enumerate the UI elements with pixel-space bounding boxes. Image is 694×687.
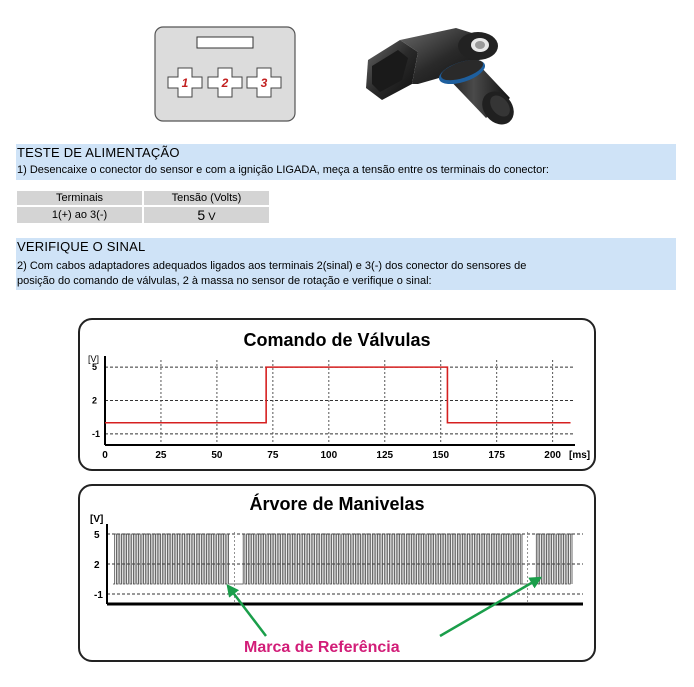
reference-mark-label: Marca de Referência [244,639,400,656]
x-tick-label: 50 [211,450,223,461]
y-tick-label: 2 [92,395,98,406]
connector-pin-label: 2 [221,76,229,90]
y-axis-label: [V] [90,514,104,525]
y-axis-label: [V] [88,354,100,364]
y-tick-label: -1 [92,428,101,439]
y-tick-label: 2 [94,560,100,571]
voltage-unit: V [208,211,216,223]
section-power-test-title: TESTE DE ALIMENTAÇÃO [17,145,180,160]
x-axis-label: [ms] [569,450,591,461]
section-signal-check-line2: posição do comando de válvulas, 2 à massa no sensor de rotação e verifique o sinal: [17,275,432,287]
x-tick-label: 0 [102,450,108,461]
table-header-voltage: Tensão (Volts) [144,191,269,205]
y-tick-label: -1 [94,590,103,601]
section-power-test-text: 1) Desencaixe o conector do sensor e com a ignição LIGADA, meça a tensão entre os terminais do conector: [17,164,549,176]
section-signal-check-title: VERIFIQUE O SINAL [17,239,146,254]
voltage-value: 5 [197,207,206,223]
reference-arrow-left [228,586,266,636]
x-tick-label: 125 [376,450,394,461]
x-tick-label: 150 [432,450,450,461]
reference-arrow-right [440,578,540,636]
table-cell-terminals: 1(+) ao 3(-) [17,207,142,223]
x-tick-label: 175 [488,450,506,461]
x-tick-label: 75 [267,450,279,461]
x-tick-label: 200 [544,450,561,461]
y-tick-label: 5 [92,362,98,373]
crankshaft-chart-title: Árvore de Manivelas [249,494,425,514]
x-tick-label: 100 [320,450,338,461]
camshaft-chart-title: Comando de Válvulas [243,330,431,350]
section-signal-check-line1: 2) Com cabos adaptadores adequados ligados aos terminais 2(sinal) e 3(-) dos conector do sensores de [17,260,527,272]
y-tick-label: 5 [94,530,100,541]
connector-pin-label: 1 [181,76,189,90]
connector-pin-label: 3 [260,76,268,90]
table-header-terminals: Terminais [17,191,142,205]
x-tick-label: 25 [155,450,167,461]
